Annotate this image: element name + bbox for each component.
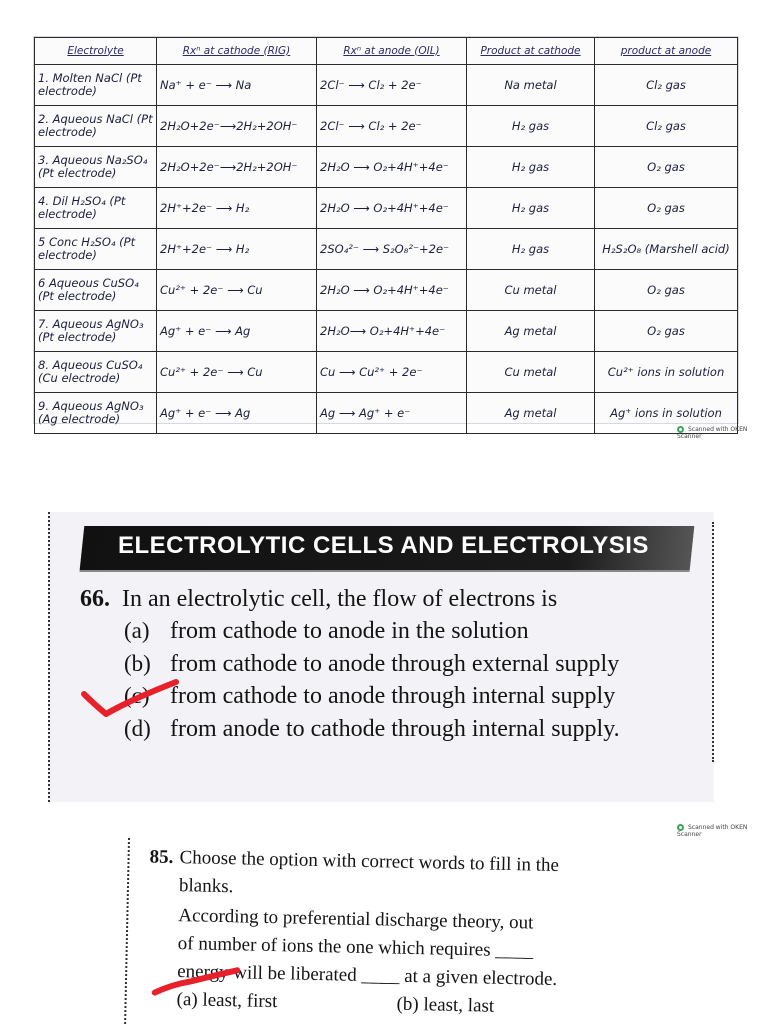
cell-cathode-product: H₂ gas [467, 229, 595, 270]
cell-cathode-product: H₂ gas [467, 106, 595, 147]
answer-check-mark-icon [80, 672, 180, 722]
option-b-label: (b) [124, 651, 151, 676]
question-stem: In an electrolytic cell, the flow of electrons is [122, 586, 558, 612]
cell-anode-reaction: 2H₂O ⟶ O₂+4H⁺+4e⁻ [317, 147, 467, 188]
cell-anode-product: Cu²⁺ ions in solution [595, 352, 738, 393]
dotted-margin [712, 522, 714, 762]
cell-cathode-product: Cu metal [467, 352, 595, 393]
cell-cathode-reaction: 2H₂O+2e⁻⟶2H₂+2OH⁻ [157, 106, 317, 147]
cell-cathode-reaction: Cu²⁺ + 2e⁻ ⟶ Cu [157, 270, 317, 311]
cell-cathode-reaction: 2H⁺+2e⁻ ⟶ H₂ [157, 229, 317, 270]
cell-anode-reaction: 2Cl⁻ ⟶ Cl₂ + 2e⁻ [317, 65, 467, 106]
electrolysis-table [34, 37, 738, 434]
dotted-margin [124, 838, 130, 1024]
scanner-text: Scanned with OKEN Scanner [677, 824, 748, 838]
option-a-text: least, first [202, 989, 278, 1013]
option-a-label: (a) [124, 618, 150, 643]
question-line: of number of ions the one which requires ____ [177, 933, 534, 962]
cell-anode-product: O₂ gas [595, 270, 738, 311]
option-c-label: (c) [124, 683, 150, 708]
cell-cathode-reaction: Ag⁺ + e⁻ ⟶ Ag [157, 311, 317, 352]
cell-cathode-product: H₂ gas [467, 188, 595, 229]
cell-anode-product: Cl₂ gas [595, 65, 738, 106]
question-number: 66. [80, 586, 110, 612]
cell-electrolyte: 5 Conc H₂SO₄ (Pt electrode) [35, 229, 157, 270]
cell-cathode-reaction: 2H⁺+2e⁻ ⟶ H₂ [157, 188, 317, 229]
option-d-text: from anode to cathode through internal supply. [170, 716, 620, 742]
cell-cathode-reaction: Cu²⁺ + 2e⁻ ⟶ Cu [157, 352, 317, 393]
option-b [396, 994, 494, 1018]
option-b-text: least, last [423, 994, 495, 1017]
cell-cathode-reaction: Ag⁺ + e⁻ ⟶ Ag [157, 393, 317, 434]
textbook-question-85 [124, 838, 648, 1035]
table-row [35, 352, 738, 393]
cell-cathode-reaction: 2H₂O+2e⁻⟶2H₂+2OH⁻ [157, 147, 317, 188]
option-d-label: (d) [124, 716, 151, 741]
cell-cathode-product: Ag metal [467, 393, 595, 434]
table-row [35, 270, 738, 311]
scanner-watermark [677, 824, 768, 838]
handwritten-notes-table [33, 36, 739, 424]
table-body [35, 65, 738, 434]
cell-cathode-product: H₂ gas [467, 147, 595, 188]
cell-anode-reaction: Cu ⟶ Cu²⁺ + 2e⁻ [317, 352, 467, 393]
cell-electrolyte: 6 Aqueous CuSO₄ (Pt electrode) [35, 270, 157, 311]
option-b-text: from cathode to anode through external supply [170, 651, 620, 677]
cell-anode-product: O₂ gas [595, 147, 738, 188]
answer-check-mark-icon [151, 963, 242, 1005]
cell-anode-reaction: 2H₂O ⟶ O₂+4H⁺+4e⁻ [317, 188, 467, 229]
table-row [35, 147, 738, 188]
cell-anode-product: O₂ gas [595, 311, 738, 352]
cell-anode-reaction: Ag ⟶ Ag⁺ + e⁻ [317, 393, 467, 434]
scanner-logo-icon [677, 824, 684, 831]
scanner-logo-icon [677, 426, 684, 433]
cell-anode-reaction: 2Cl⁻ ⟶ Cl₂ + 2e⁻ [317, 106, 467, 147]
cell-cathode-product: Na metal [467, 65, 595, 106]
cell-electrolyte: 8. Aqueous CuSO₄ (Cu electrode) [35, 352, 157, 393]
option-b-label: (b) [396, 993, 419, 1016]
option-c-text: from cathode to anode through internal supply [170, 683, 616, 709]
cell-electrolyte: 1. Molten NaCl (Pt electrode) [35, 65, 157, 106]
table-row [35, 311, 738, 352]
scanner-watermark [677, 426, 768, 440]
cell-cathode-product: Cu metal [467, 270, 595, 311]
dotted-margin [48, 512, 50, 802]
cell-anode-product: H₂S₂O₈ (Marshell acid) [595, 229, 738, 270]
cell-anode-reaction: 2SO₄²⁻ ⟶ S₂O₈²⁻+2e⁻ [317, 229, 467, 270]
header-anode-reaction: Rxⁿ at anode (OIL) [317, 38, 467, 65]
table-row [35, 188, 738, 229]
table-row [35, 229, 738, 270]
table-row [35, 65, 738, 106]
cell-anode-product: O₂ gas [595, 188, 738, 229]
section-banner-title: ELECTROLYTIC CELLS AND ELECTROLYSIS [118, 532, 649, 559]
header-cathode-product: Product at cathode [467, 38, 595, 65]
cell-anode-product: Cl₂ gas [595, 106, 738, 147]
table-header-row [35, 38, 738, 65]
question-line: Choose the option with correct words to fill in the [179, 847, 560, 877]
cell-anode-reaction: 2H₂O ⟶ O₂+4H⁺+4e⁻ [317, 270, 467, 311]
question-number: 85. [149, 846, 174, 868]
cell-electrolyte: 7. Aqueous AgNO₃ (Pt electrode) [35, 311, 157, 352]
header-anode-product: product at anode [595, 38, 738, 65]
table-row [35, 106, 738, 147]
cell-anode-reaction: 2H₂O⟶ O₂+4H⁺+4e⁻ [317, 311, 467, 352]
cell-cathode-reaction: Na⁺ + e⁻ ⟶ Na [157, 65, 317, 106]
question-line: energy will be liberated ____ at a given electrode. [176, 961, 558, 991]
header-electrolyte: Electrolyte [35, 38, 157, 65]
cell-electrolyte: 2. Aqueous NaCl (Pt electrode) [35, 106, 157, 147]
cell-electrolyte: 3. Aqueous Na₂SO₄ (Pt electrode) [35, 147, 157, 188]
cell-electrolyte: 4. Dil H₂SO₄ (Pt electrode) [35, 188, 157, 229]
cell-electrolyte: 9. Aqueous AgNO₃ (Ag electrode) [35, 393, 157, 434]
textbook-question-66 [48, 512, 714, 802]
option-a-text: from cathode to anode in the solution [170, 618, 529, 644]
cell-cathode-product: Ag metal [467, 311, 595, 352]
question-line: According to preferential discharge theory, out [178, 905, 534, 934]
question-line: blanks. [178, 875, 234, 898]
cell-anode-product: Ag⁺ ions in solution [595, 393, 738, 434]
scanner-text: Scanned with OKEN Scanner [677, 426, 748, 440]
option-a-label: (a) [176, 989, 198, 1011]
table-row [35, 393, 738, 434]
header-cathode-reaction: Rxⁿ at cathode (RIG) [157, 38, 317, 65]
